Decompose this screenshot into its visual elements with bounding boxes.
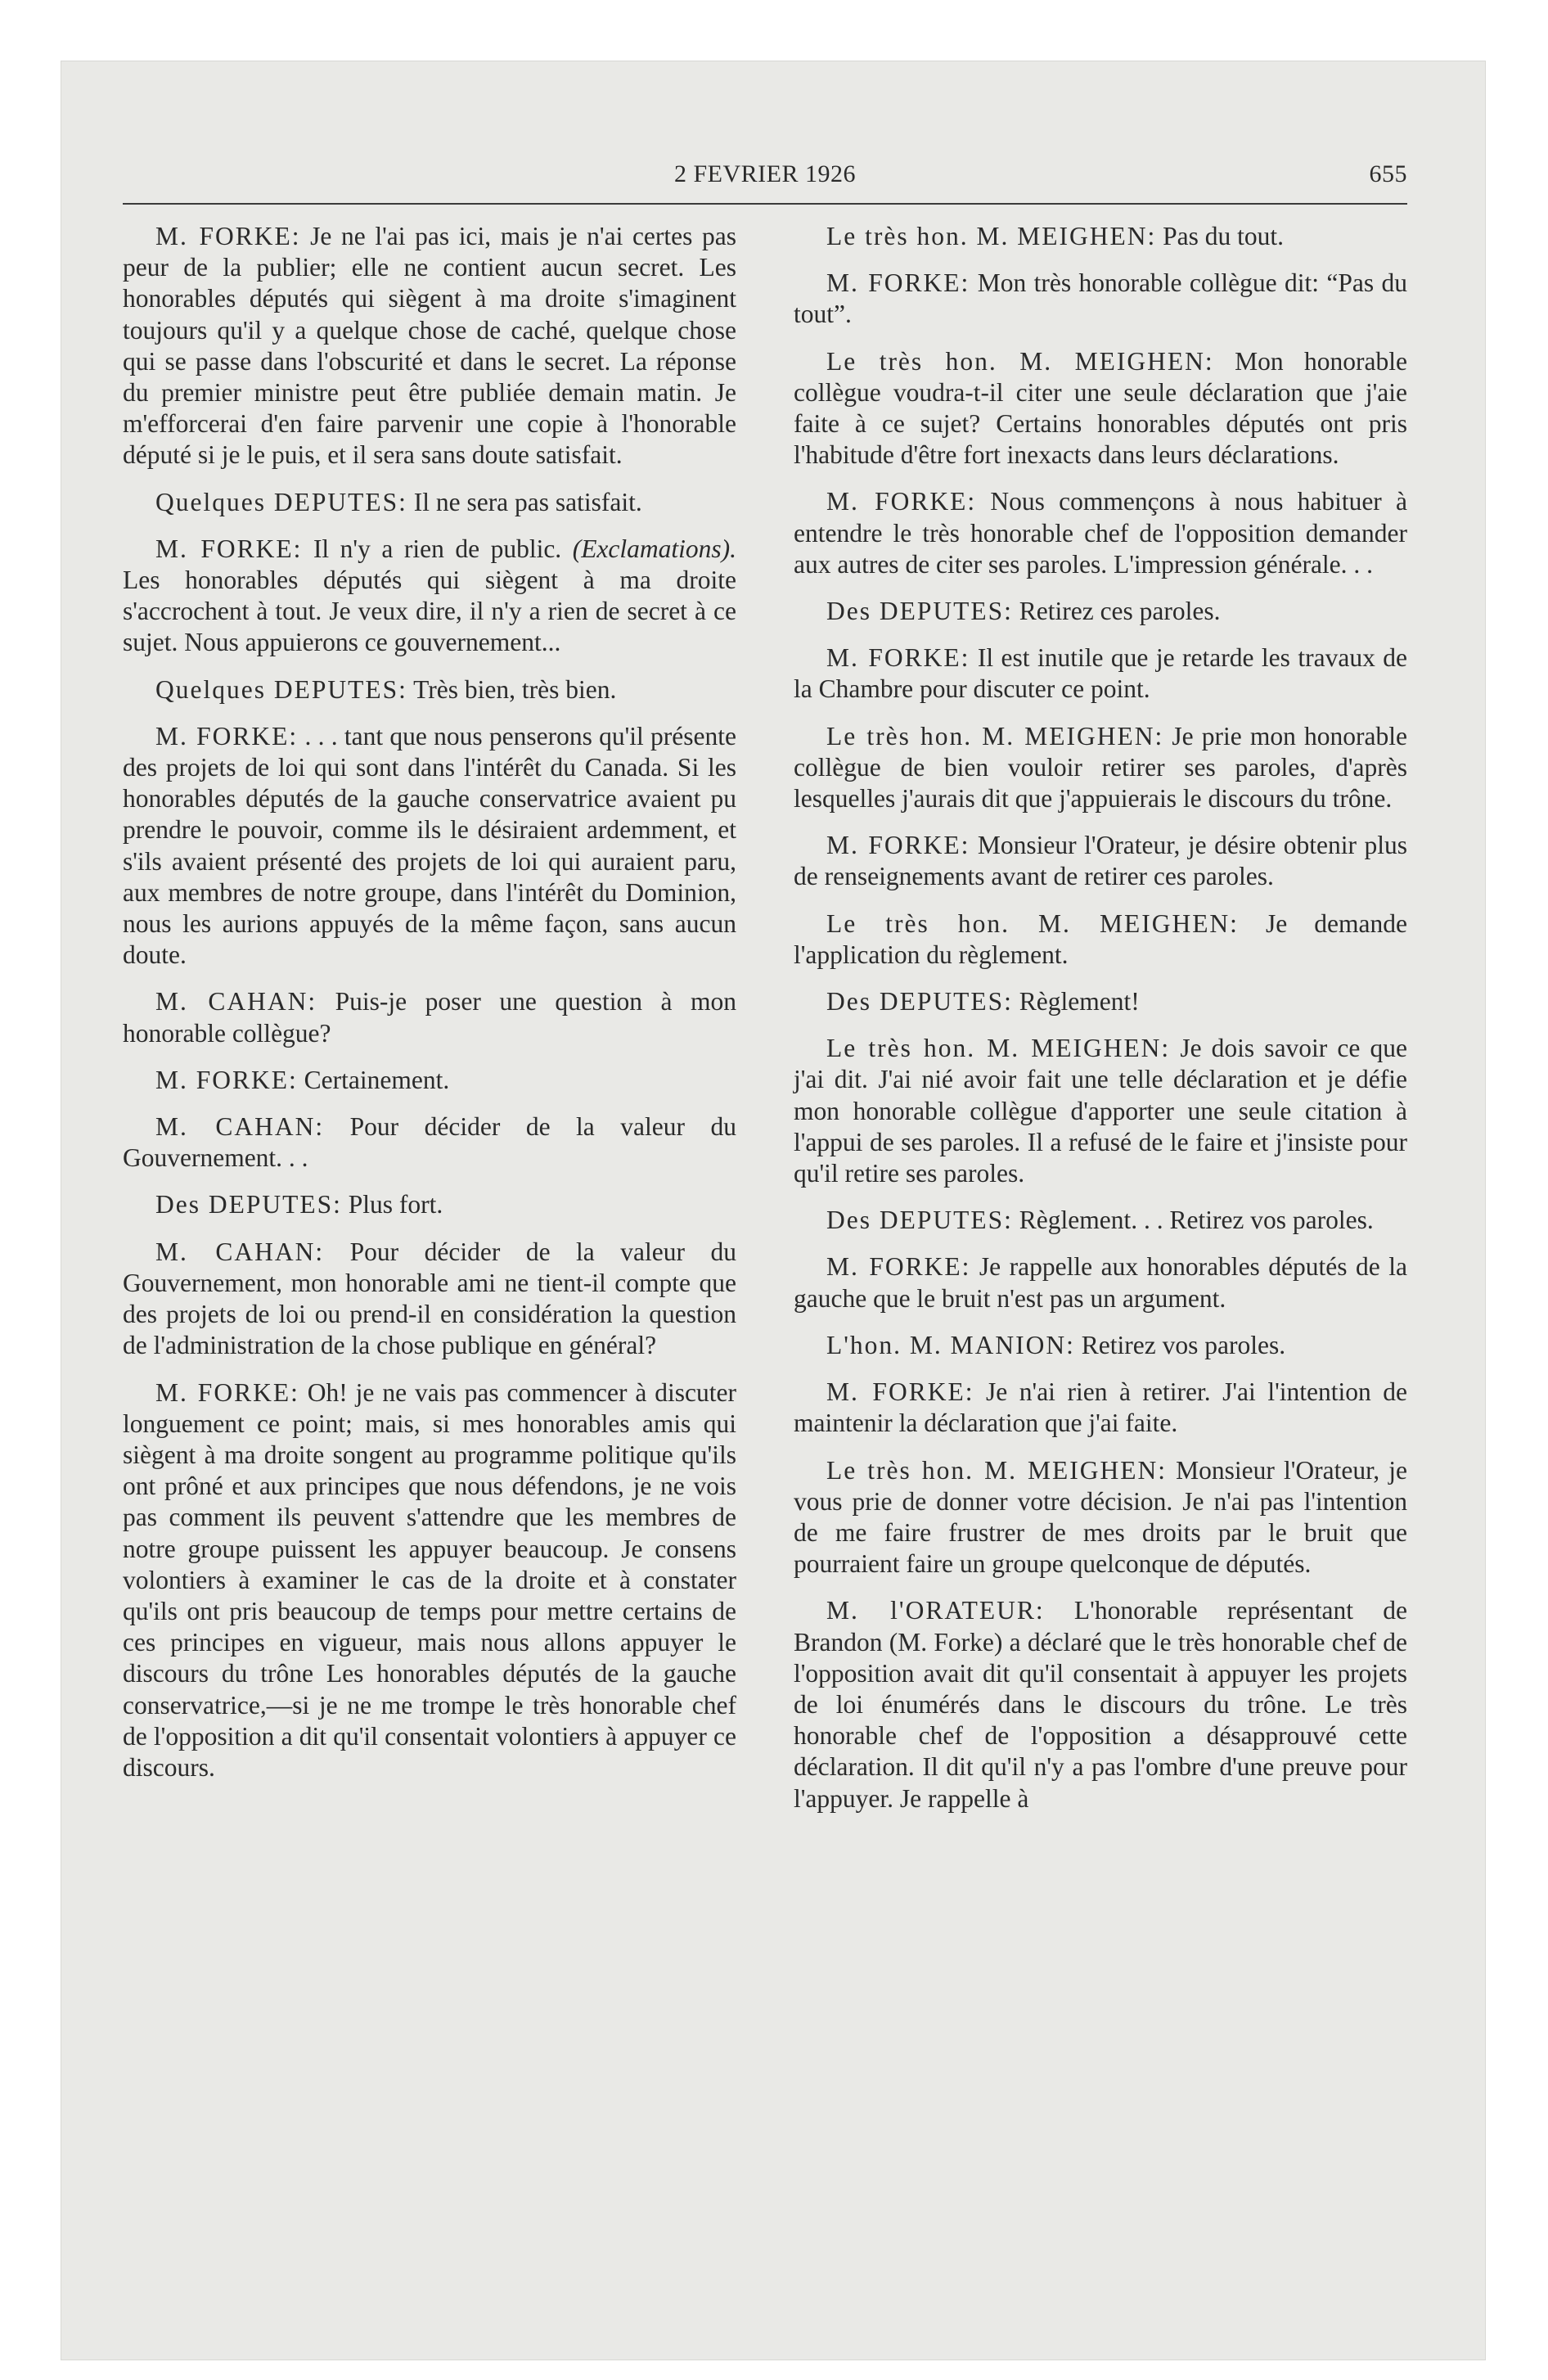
speech-text: Monsieur l'Orateur, je vous prie de donner votre décision. Je n'ai pas l'intention de me faire frustrer de mes droits par le bruit que pourraient faire un groupe quelconque de députés. <box>794 1455 1407 1579</box>
speaker-name: M. FORKE: <box>155 222 301 250</box>
speech-paragraph <box>794 986 1407 1017</box>
speech-text: Règlement! <box>1019 987 1140 1016</box>
hansard-page <box>123 156 1407 2251</box>
speaker-name: Des DEPUTES: <box>826 1206 1013 1235</box>
speaker-name: M. FORKE: <box>826 1377 974 1407</box>
speech-text: Il ne sera pas satisfait. <box>413 487 642 516</box>
speech-paragraph <box>123 1111 736 1174</box>
speech-text: Je ne l'ai pas ici, mais je n'ai certes pas peur de la publier; elle ne contient aucun secret. Les honorables députés qui siègent à ma droite s'imaginent toujours qu'il y a quelque chose de caché, quelque chose qui se passe dans l'obscurité et dans le secret. La réponse du premier ministre peut être publiée demain matin. Je m'efforcerai d'en faire parvenir une copie à l'honorable député si je le puis, et il sera sans doute satisfait. <box>123 222 737 470</box>
italic-remark: (Exclamations). <box>572 534 737 563</box>
speech-paragraph <box>794 346 1407 471</box>
speaker-name: M. FORKE: <box>826 1252 971 1282</box>
speech-text: Certainement. <box>304 1065 450 1094</box>
speaker-name: M. CAHAN: <box>155 1237 325 1266</box>
header-rule <box>123 203 1407 205</box>
two-column-body <box>123 221 1407 1830</box>
speaker-name: M. l'ORATEUR: <box>826 1596 1045 1625</box>
speaker-name: Quelques DEPUTES: <box>155 674 407 704</box>
speaker-name: Le très hon. M. MEIGHEN: <box>826 222 1157 250</box>
speech-text: Très bien, très bien. <box>413 674 617 704</box>
speaker-name: M. FORKE: <box>826 487 977 516</box>
speaker-name: M. FORKE: <box>826 268 970 298</box>
speech-paragraph <box>123 1065 736 1096</box>
speech-paragraph <box>794 908 1407 971</box>
speaker-name: Des DEPUTES: <box>826 987 1013 1016</box>
speech-text: Puis-je poser une question à mon honorable collègue? <box>123 987 737 1048</box>
speech-paragraph <box>123 487 736 518</box>
speech-text: Plus fort. <box>348 1190 443 1219</box>
speech-paragraph <box>123 221 736 471</box>
speaker-name: Quelques DEPUTES: <box>155 487 407 516</box>
speaker-name: Le très hon. M. MEIGHEN: <box>826 1034 1171 1063</box>
speech-paragraph <box>794 1455 1407 1580</box>
speech-paragraph <box>794 1330 1407 1361</box>
speech-text: Nous commençons à nous habituer à entendre le très honorable chef de l'opposition demander aux autres de citer ses paroles. L'impression générale. . . <box>794 487 1408 579</box>
speech-text: . . . tant que nous penserons qu'il présente des projets de loi qui sont dans l'intérêt du Canada. Si les honorables députés de la gauche conservatrice avaient pu prendre le pouvoir, comme ils le désiraient ardemment, et s'ils avaient présenté des projets de loi qui auraient paru, aux membres de notre groupe, dans l'intérêt du Dominion, nous les aurions appuyés de la même façon, sans aucun doute. <box>123 721 736 970</box>
speech-text: Il n'y a rien de public. <box>313 534 562 563</box>
speech-paragraph <box>794 642 1407 705</box>
speech-text: Je rappelle aux honorables députés de la gauche que le bruit n'est pas un argument. <box>794 1252 1408 1313</box>
speaker-name: M. FORKE: <box>155 534 303 563</box>
speaker-name: Des DEPUTES: <box>826 597 1013 626</box>
speaker-name: M. CAHAN: <box>155 1112 325 1142</box>
speaker-name: M. FORKE: <box>826 831 970 860</box>
speaker-name: Le très hon. M. MEIGHEN: <box>826 1455 1168 1485</box>
speech-text: Mon très honorable collègue dit: “Pas du tout”. <box>794 268 1408 329</box>
speech-text: Oh! je ne vais pas commencer à discuter longuement ce point; mais, si mes honorables amis qui siègent à ma droite songent au programme politique qu'ils ont prôné et aux principes que nous défendons, je ne vois pas comment ils peuvent s'attendre que les membres de notre groupe puissent les appuyer beaucoup. Je consens volontiers à examiner le cas de la droite et à constater qu'ils ont pris beaucoup de temps pour mettre certains de ces principes en vigueur, mais nous allons appuyer le discours du trône Les honorables députés de la gauche conservatrice,—si je ne me trompe le très honorable chef de l'opposition a dit qu'il consentait volontiers à appuyer ce discours. <box>123 1377 736 1782</box>
speech-text: L'honorable représentant de Brandon (M. Forke) a déclaré que le très honorable chef de l'opposition avait dit qu'il consentait à appuyer les projets de loi énumérés dans le discours du trône. Le très honorable chef de l'opposition a désapprouvé cette déclaration. Il dit qu'il n'y a pas l'ombre d'une preuve pour l'appuyer. Je rappelle à <box>794 1596 1407 1813</box>
page-date: 2 FEVRIER 1926 <box>673 160 856 187</box>
speech-text-continued: Les honorables députés qui siègent à ma droite s'accrochent à tout. Je veux dire, il n'y a rien de secret à ce sujet. Nous appuierons ce gouvernement... <box>123 566 736 657</box>
speaker-name: Le très hon. M. MEIGHEN: <box>826 908 1239 938</box>
speech-paragraph <box>123 674 736 705</box>
speech-paragraph <box>794 1595 1407 1814</box>
speech-paragraph <box>123 1377 736 1784</box>
speech-paragraph <box>794 721 1407 815</box>
speech-paragraph <box>123 986 736 1048</box>
speaker-name: M. FORKE: <box>826 643 970 673</box>
speech-paragraph <box>794 1033 1407 1189</box>
speaker-name: Le très hon. M. MEIGHEN: <box>826 721 1164 751</box>
speech-text: Je dois savoir ce que j'ai dit. J'ai nié avoir fait une telle déclaration et je défie mon honorable collègue d'apporter une seule citation à l'appui de ses paroles. Il a refusé de le faire et j'insiste pour qu'il retire ses paroles. <box>794 1034 1407 1188</box>
speech-text: Règlement. . . Retirez vos paroles. <box>1019 1206 1374 1235</box>
speech-text: Il est inutile que je retarde les travaux de la Chambre pour discuter ce point. <box>794 643 1408 704</box>
speech-paragraph <box>794 1377 1407 1439</box>
speech-paragraph <box>794 486 1407 580</box>
speech-paragraph <box>123 1237 736 1362</box>
speech-text: Pas du tout. <box>1163 222 1284 250</box>
speech-text: Monsieur l'Orateur, je désire obtenir plus de renseignements avant de retirer ces paroles. <box>794 831 1408 891</box>
page-number: 655 <box>1369 160 1407 187</box>
speech-paragraph <box>123 534 736 659</box>
speech-paragraph <box>794 830 1407 892</box>
speaker-name: M. CAHAN: <box>155 987 317 1016</box>
speech-paragraph <box>794 1251 1407 1314</box>
left-column <box>123 221 736 1830</box>
speech-text: Mon honorable collègue voudra-t-il citer une seule déclaration que j'aie faite à ce sujet? Certains honorables députés ont pris l'habitude d'être fort inexacts dans leurs déclarations. <box>794 346 1407 470</box>
speech-paragraph <box>123 721 736 971</box>
speech-paragraph <box>123 1189 736 1220</box>
speaker-name: Des DEPUTES: <box>155 1190 342 1219</box>
right-column <box>794 221 1407 1830</box>
speech-text: Je prie mon honorable collègue de bien vouloir retirer ses paroles, d'après lesquelles j'aurais dit que j'appuierais le discours du trône. <box>794 721 1407 814</box>
speaker-name: M. FORKE: <box>155 1377 299 1407</box>
speech-text: Pour décider de la valeur du Gouvernement. . . <box>123 1112 736 1173</box>
speech-paragraph <box>794 268 1407 330</box>
speaker-name: Le très hon. M. MEIGHEN: <box>826 346 1214 376</box>
speech-paragraph <box>794 1205 1407 1236</box>
speech-text: Retirez ces paroles. <box>1019 597 1221 626</box>
speaker-name: M. FORKE: <box>155 721 299 751</box>
speech-text: Je n'ai rien à retirer. J'ai l'intention de maintenir la déclaration que j'ai faite. <box>794 1377 1408 1438</box>
speech-paragraph <box>794 596 1407 627</box>
speech-text: Retirez vos paroles. <box>1081 1330 1286 1359</box>
speaker-name: L'hon. M. MANION: <box>826 1330 1075 1359</box>
speech-paragraph <box>794 221 1407 252</box>
page-header <box>123 156 1407 198</box>
speech-text: Pour décider de la valeur du Gouvernement, mon honorable ami ne tient-il compte que des projets de loi ou prend-il en considération la question de l'administration de la chose publique en général? <box>123 1237 736 1360</box>
speaker-name: M. FORKE: <box>155 1065 298 1094</box>
speech-text: Je demande l'application du règlement. <box>794 908 1407 969</box>
